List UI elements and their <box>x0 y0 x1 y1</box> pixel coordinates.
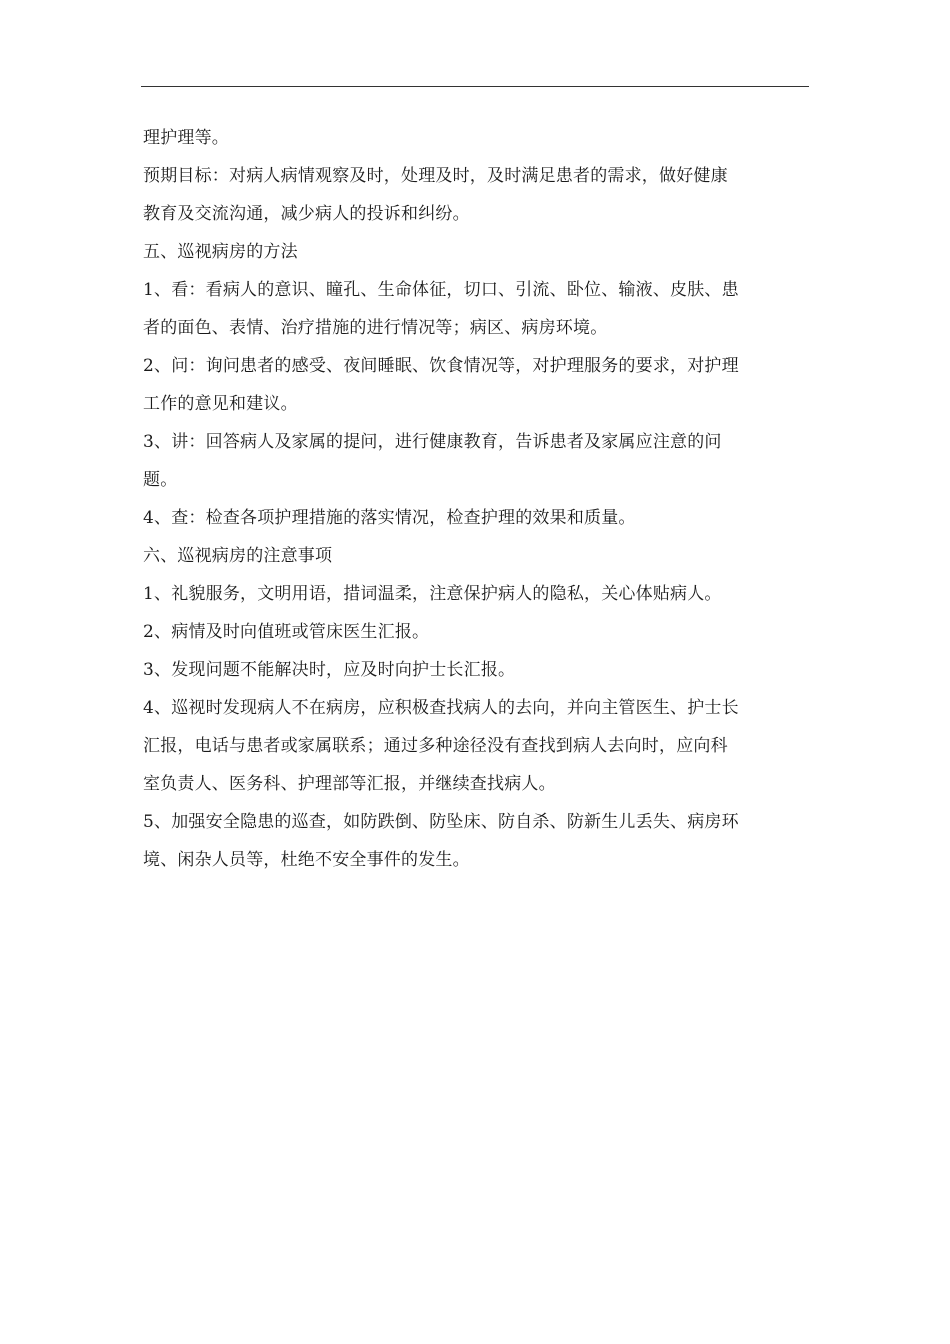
text-line: 境、闲杂人员等，杜绝不安全事件的发生。 <box>143 850 470 870</box>
header-rule <box>141 86 809 87</box>
text-line: 1、看：看病人的意识、瞳孔、生命体征，切口、引流、卧位、输液、皮肤、患 <box>143 280 739 300</box>
text-line: 题。 <box>143 470 178 490</box>
text-line: 教育及交流沟通，减少病人的投诉和纠纷。 <box>143 204 470 224</box>
text-line: 4、查：检查各项护理措施的落实情况，检查护理的效果和质量。 <box>143 508 636 528</box>
text-line: 工作的意见和建议。 <box>143 394 298 414</box>
text-line: 5、加强安全隐患的巡查，如防跌倒、防坠床、防自杀、防新生儿丢失、病房环 <box>143 812 739 832</box>
section-heading: 五、巡视病房的方法 <box>143 242 298 262</box>
text-line: 汇报，电话与患者或家属联系；通过多种途径没有查找到病人去向时，应向科 <box>143 736 728 756</box>
text-line: 者的面色、表情、治疗措施的进行情况等；病区、病房环境。 <box>143 318 608 338</box>
text-line: 室负责人、医务科、护理部等汇报，并继续查找病人。 <box>143 774 556 794</box>
text-line: 4、巡视时发现病人不在病房，应积极查找病人的去向，并向主管医生、护士长 <box>143 698 739 718</box>
text-line: 2、病情及时向值班或管床医生汇报。 <box>143 622 430 642</box>
text-line: 理护理等。 <box>143 128 229 148</box>
text-line: 预期目标：对病人病情观察及时，处理及时，及时满足患者的需求，做好健康 <box>143 166 728 186</box>
text-line: 2、问：询问患者的感受、夜间睡眠、饮食情况等，对护理服务的要求，对护理 <box>143 356 739 376</box>
section-heading: 六、巡视病房的注意事项 <box>143 546 333 566</box>
text-line: 3、讲：回答病人及家属的提问，进行健康教育，告诉患者及家属应注意的问 <box>143 432 722 452</box>
text-line: 1、礼貌服务，文明用语，措词温柔，注意保护病人的隐私，关心体贴病人。 <box>143 584 722 604</box>
document-body <box>143 119 813 879</box>
text-line: 3、发现问题不能解决时，应及时向护士长汇报。 <box>143 660 516 680</box>
